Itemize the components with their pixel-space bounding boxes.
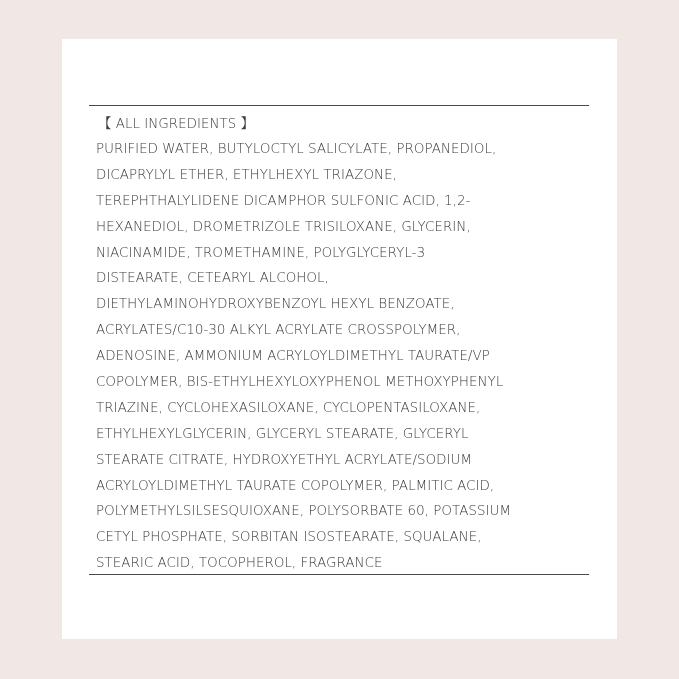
ingredient-line: POLYMETHYLSILSESQUIOXANE, POLYSORBATE 60, POTASSIUM [96, 504, 511, 520]
bottom-divider [89, 574, 589, 575]
ingredient-line: NIACINAMIDE, TROMETHAMINE, POLYGLYCERYL-3 [96, 245, 426, 261]
ingredient-line: ACRYLATES/C10-30 ALKYL ACRYLATE CROSSPOLYMER, [96, 323, 461, 339]
ingredients-heading: 【 ALL INGREDIENTS 】 [98, 117, 255, 132]
ingredient-line: ACRYLOYLDIMETHYL TAURATE COPOLYMER, PALMITIC ACID, [96, 478, 495, 494]
ingredient-line: PURIFIED WATER, BUTYLOCTYL SALICYLATE, PROPANEDIOL, [96, 142, 497, 157]
ingredient-line: TEREPHTHALYLIDENE DICAMPHOR SULFONIC ACID, 1,2- [96, 193, 471, 209]
ingredient-line: STEARIC ACID, TOCOPHEROL, FRAGRANCE [96, 556, 383, 572]
ingredient-line: STEARATE CITRATE, HYDROXYETHYL ACRYLATE/SODIUM [96, 452, 472, 468]
ingredients-card [62, 39, 617, 639]
ingredient-line: DICAPRYLYL ETHER, ETHYLHEXYL TRIAZONE, [96, 167, 397, 183]
ingredients-block [96, 113, 596, 577]
top-divider [89, 105, 589, 106]
ingredient-line: DISTEARATE, CETEARYL ALCOHOL, [96, 271, 329, 287]
ingredient-line: COPOLYMER, BIS-ETHYLHEXYLOXYPHENOL METHOXYPHENYL [96, 375, 504, 391]
ingredient-line: DIETHYLAMINOHYDROXYBENZOYL HEXYL BENZOATE, [96, 297, 455, 313]
ingredient-line: HEXANEDIOL, DROMETRIZOLE TRISILOXANE, GLYCERIN, [96, 219, 471, 235]
ingredient-line: ADENOSINE, AMMONIUM ACRYLOYLDIMETHYL TAURATE/VP [96, 349, 490, 365]
ingredient-line: CETYL PHOSPHATE, SORBITAN ISOSTEARATE, SQUALANE, [96, 530, 482, 546]
ingredient-line: TRIAZINE, CYCLOHEXASILOXANE, CYCLOPENTASILOXANE, [96, 400, 481, 416]
ingredient-line: ETHYLHEXYLGLYCERIN, GLYCERYL STEARATE, GLYCERYL [96, 426, 469, 442]
